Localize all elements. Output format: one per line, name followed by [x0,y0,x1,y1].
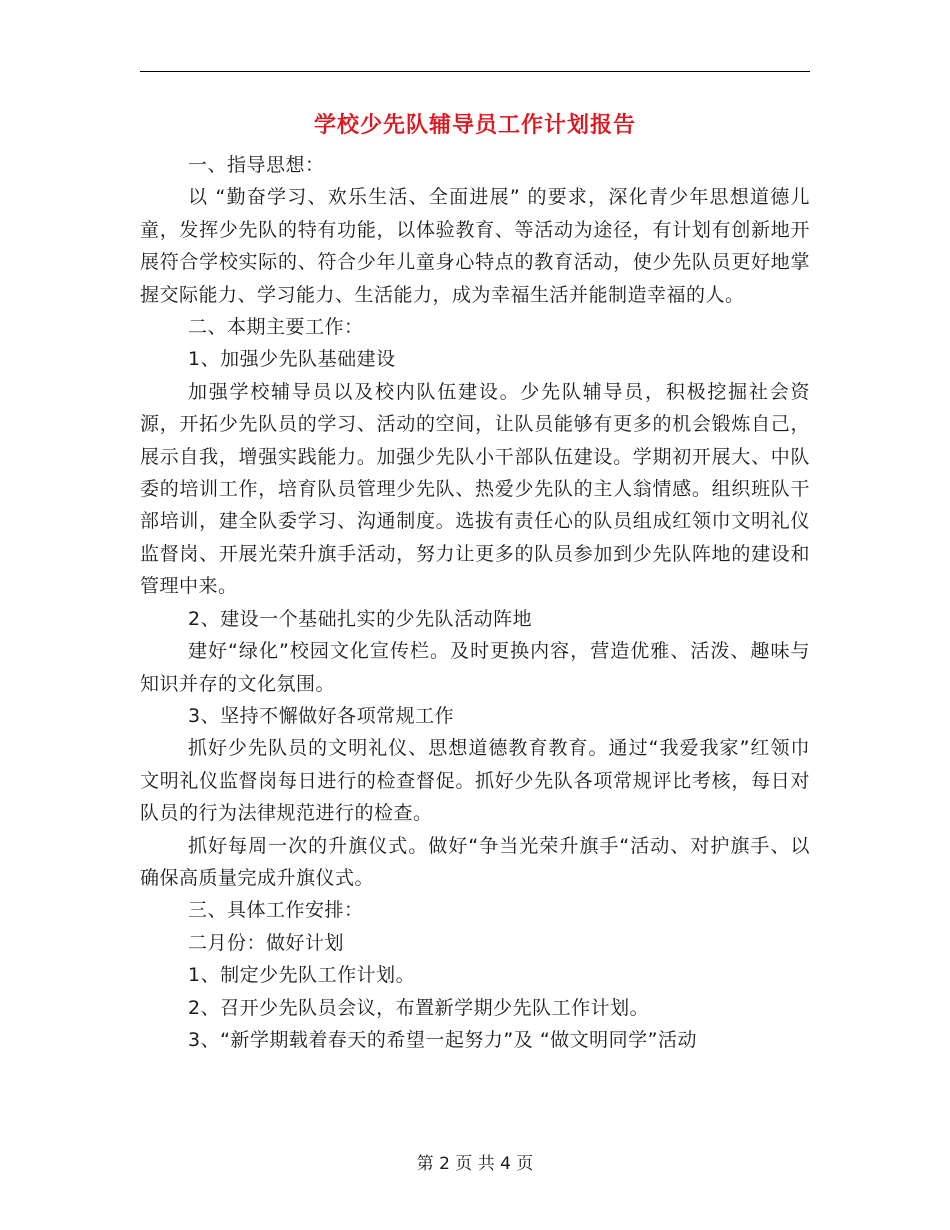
subsection-heading: 3、坚持不懈做好各项常规工作 [188,704,455,727]
document-title: 学校少先队辅导员工作计划报告 [313,112,636,138]
list-item: 2、召开少先队员会议，布置新学期少先队工作计划。 [188,996,650,1019]
subsection-heading: 2、建设一个基础扎实的少先队活动阵地 [188,607,533,630]
section-heading: 一、指导思想： [188,154,325,176]
body-paragraph: 建好“绿化”校园文化宣传栏。及时更换内容，营造优雅、活泼、趣味与知识并存的文化氛围。 [140,640,810,695]
list-item: 1、制定少先队工作计划。 [188,964,416,987]
list-item: 3、“新学期载着春天的希望一起努力”及 “做文明同学”活动 [188,1028,698,1051]
section-heading: 三、具体工作安排： [188,899,364,922]
body-paragraph: 以 “勤奋学习、欢乐生活、全面进展” 的要求，深化青少年思想道德儿童，发挥少先队的特有功能，以体验教育、等活动为途径，有计划有创新地开展符合学校实际的、符合少年儿童身心特点的教育活动，使少先队员更好地掌握交际能力、学习能力、生活能力，成为幸福生活并能制造幸福的人。 [140,186,810,306]
body-paragraph: 抓好少先队员的文明礼仪、思想道德教育教育。通过“我爱我家”红领巾文明礼仪监督岗每日进行的检查督促。抓好少先队各项常规评比考核，每日对队员的行为法律规范进行的检查。 [140,737,810,825]
section-heading: 二、本期主要工作： [188,316,364,339]
page-number: 第 2 页 共 4 页 [416,1154,534,1174]
subsection-heading: 二月份：做好计划 [188,931,345,954]
subsection-heading: 1、加强少先队基础建设 [188,348,396,371]
body-paragraph: 抓好每周一次的升旗仪式。做好“争当光荣升旗手“活动、对护旗手、以确保高质量完成升旗仪式。 [140,834,810,889]
header-rule [140,71,810,72]
document-body [140,149,810,1056]
body-paragraph: 加强学校辅导员以及校内队伍建设。少先队辅导员，积极挖掘社会资源，开拓少先队员的学习、活动的空间，让队员能够有更多的机会锻炼自己，展示自我，增强实践能力。加强少先队小干部队伍建设。学期初开展大、中队委的培训工作，培育队员管理少先队、热爱少先队的主人翁情感。组织班队干部培训，建全队委学习、沟通制度。选拔有责任心的队员组成红领巾文明礼仪监督岗、开展光荣升旗手活动，努力让更多的队员参加到少先队阵地的建设和管理中来。 [140,380,810,598]
